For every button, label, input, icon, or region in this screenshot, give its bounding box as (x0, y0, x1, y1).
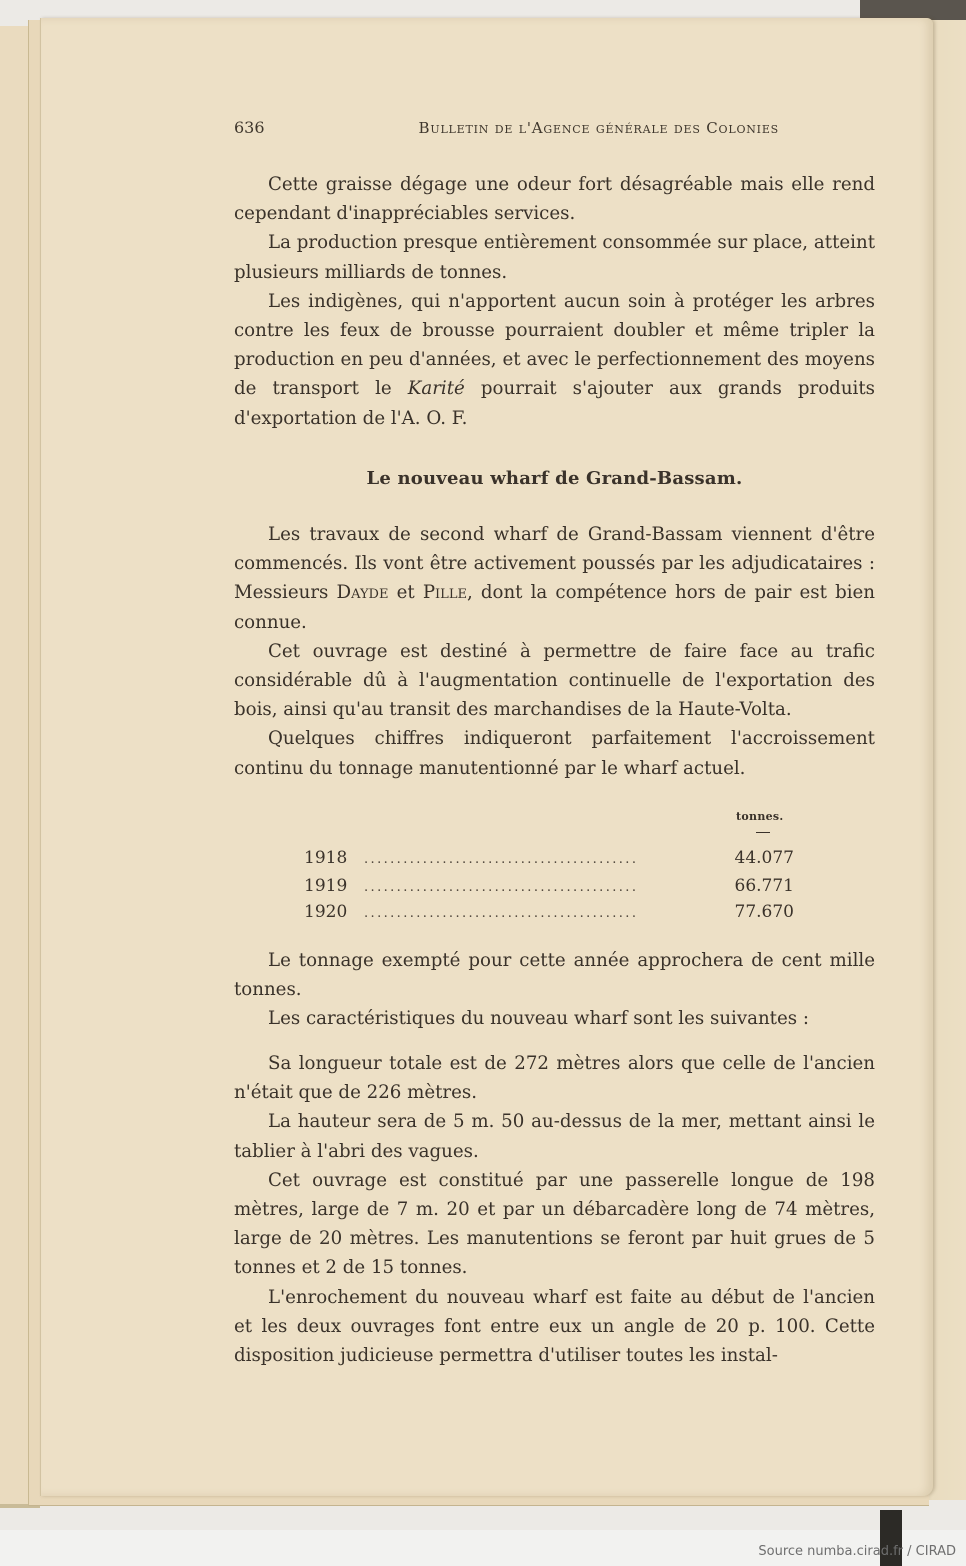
year: 1919 (304, 876, 348, 896)
paragraph: Les indigènes, qui n'apportent aucun soin à protéger les arbres contre les feux de brousse pourraient doubler et même tripler la production en peu d'années, et avec le perfectionnement des moyens de transport le Karité pourrait s'ajouter aux grands produits d'exportation de l'A. O. F. (234, 290, 875, 429)
table-row (304, 848, 794, 868)
section-text (234, 520, 875, 783)
year: 1920 (304, 902, 348, 922)
tonnage-value: 77.670 (734, 902, 794, 922)
paragraph: Cette graisse dégage une odeur fort désagréable mais elle rend cependant d'inappréciables services. (234, 174, 875, 225)
paragraph: La production presque entièrement consommée sur place, atteint plusieurs milliards de tonnes. (234, 232, 875, 283)
running-title: Bulletin de l'Agence générale des Colonies (418, 119, 779, 137)
source-credit: Source numba.cirad.fr / CIRAD (758, 1544, 956, 1559)
paragraph: Les travaux de second wharf de Grand-Bassam viennent d'être commencés. Ils vont être activement poussés par les adjudicataires : Messieurs Dayde et Pille, dont la compétence hors de pair est bien connue. (234, 524, 876, 633)
italic-term: Karité (407, 378, 465, 400)
closing-text-a (234, 946, 875, 1034)
dot-leader: .......................................... (364, 852, 639, 867)
tonnage-value: 44.077 (734, 848, 794, 868)
paragraph: L'enrochement du nouveau wharf est faite au début de l'ancien et les deux ouvrages font entre eux un angle de 20 p. 100. Cette disposition judicieuse permettra d'utiliser toutes les instal- (234, 1286, 875, 1367)
closing-text-b (234, 1049, 875, 1370)
table-row (304, 902, 794, 922)
intro-text (234, 170, 875, 433)
section-heading: Le nouveau wharf de Grand-Bassam. (366, 468, 743, 489)
year: 1918 (304, 848, 348, 868)
dot-leader: .......................................... (364, 906, 639, 921)
paragraph: Le tonnage exempté pour cette année approchera de cent mille tonnes. (234, 950, 875, 1001)
running-header (234, 118, 779, 137)
paragraph: Sa longueur totale est de 272 mètres alors que celle de l'ancien n'était que de 226 mètres. (234, 1053, 875, 1104)
dot-leader: .......................................... (364, 880, 639, 895)
contractor-name: Pille (422, 582, 467, 604)
paragraph: Cet ouvrage est destiné à permettre de faire face au trafic considérable dû à l'augmentation continuelle de l'exportation des bois, ainsi qu'au transit des marchandises de la Haute-Volta. (234, 640, 875, 721)
contractor-name: Dayde (336, 582, 389, 604)
table-row (304, 876, 794, 896)
paragraph: La hauteur sera de 5 m. 50 au-dessus de la mer, mettant ainsi le tablier à l'abri des vagues. (234, 1111, 875, 1162)
paragraph: Cet ouvrage est constitué par une passerelle longue de 198 mètres, large de 7 m. 20 et par un débarcadère long de 74 mètres, large de 20 mètres. Les manutentions se feront par huit grues de 5 tonnes et 2 de 15 tonnes. (234, 1169, 875, 1279)
unit-label: tonnes. (736, 810, 784, 823)
paragraph: Quelques chiffres indiqueront parfaitement l'accroissement continu du tonnage manutentionné par le wharf actuel. (234, 728, 875, 779)
tonnage-value: 66.771 (734, 876, 794, 896)
paragraph: Les caractéristiques du nouveau wharf sont les suivantes : (268, 1008, 809, 1030)
unit-dash (756, 832, 770, 833)
page-number: 636 (234, 118, 265, 137)
